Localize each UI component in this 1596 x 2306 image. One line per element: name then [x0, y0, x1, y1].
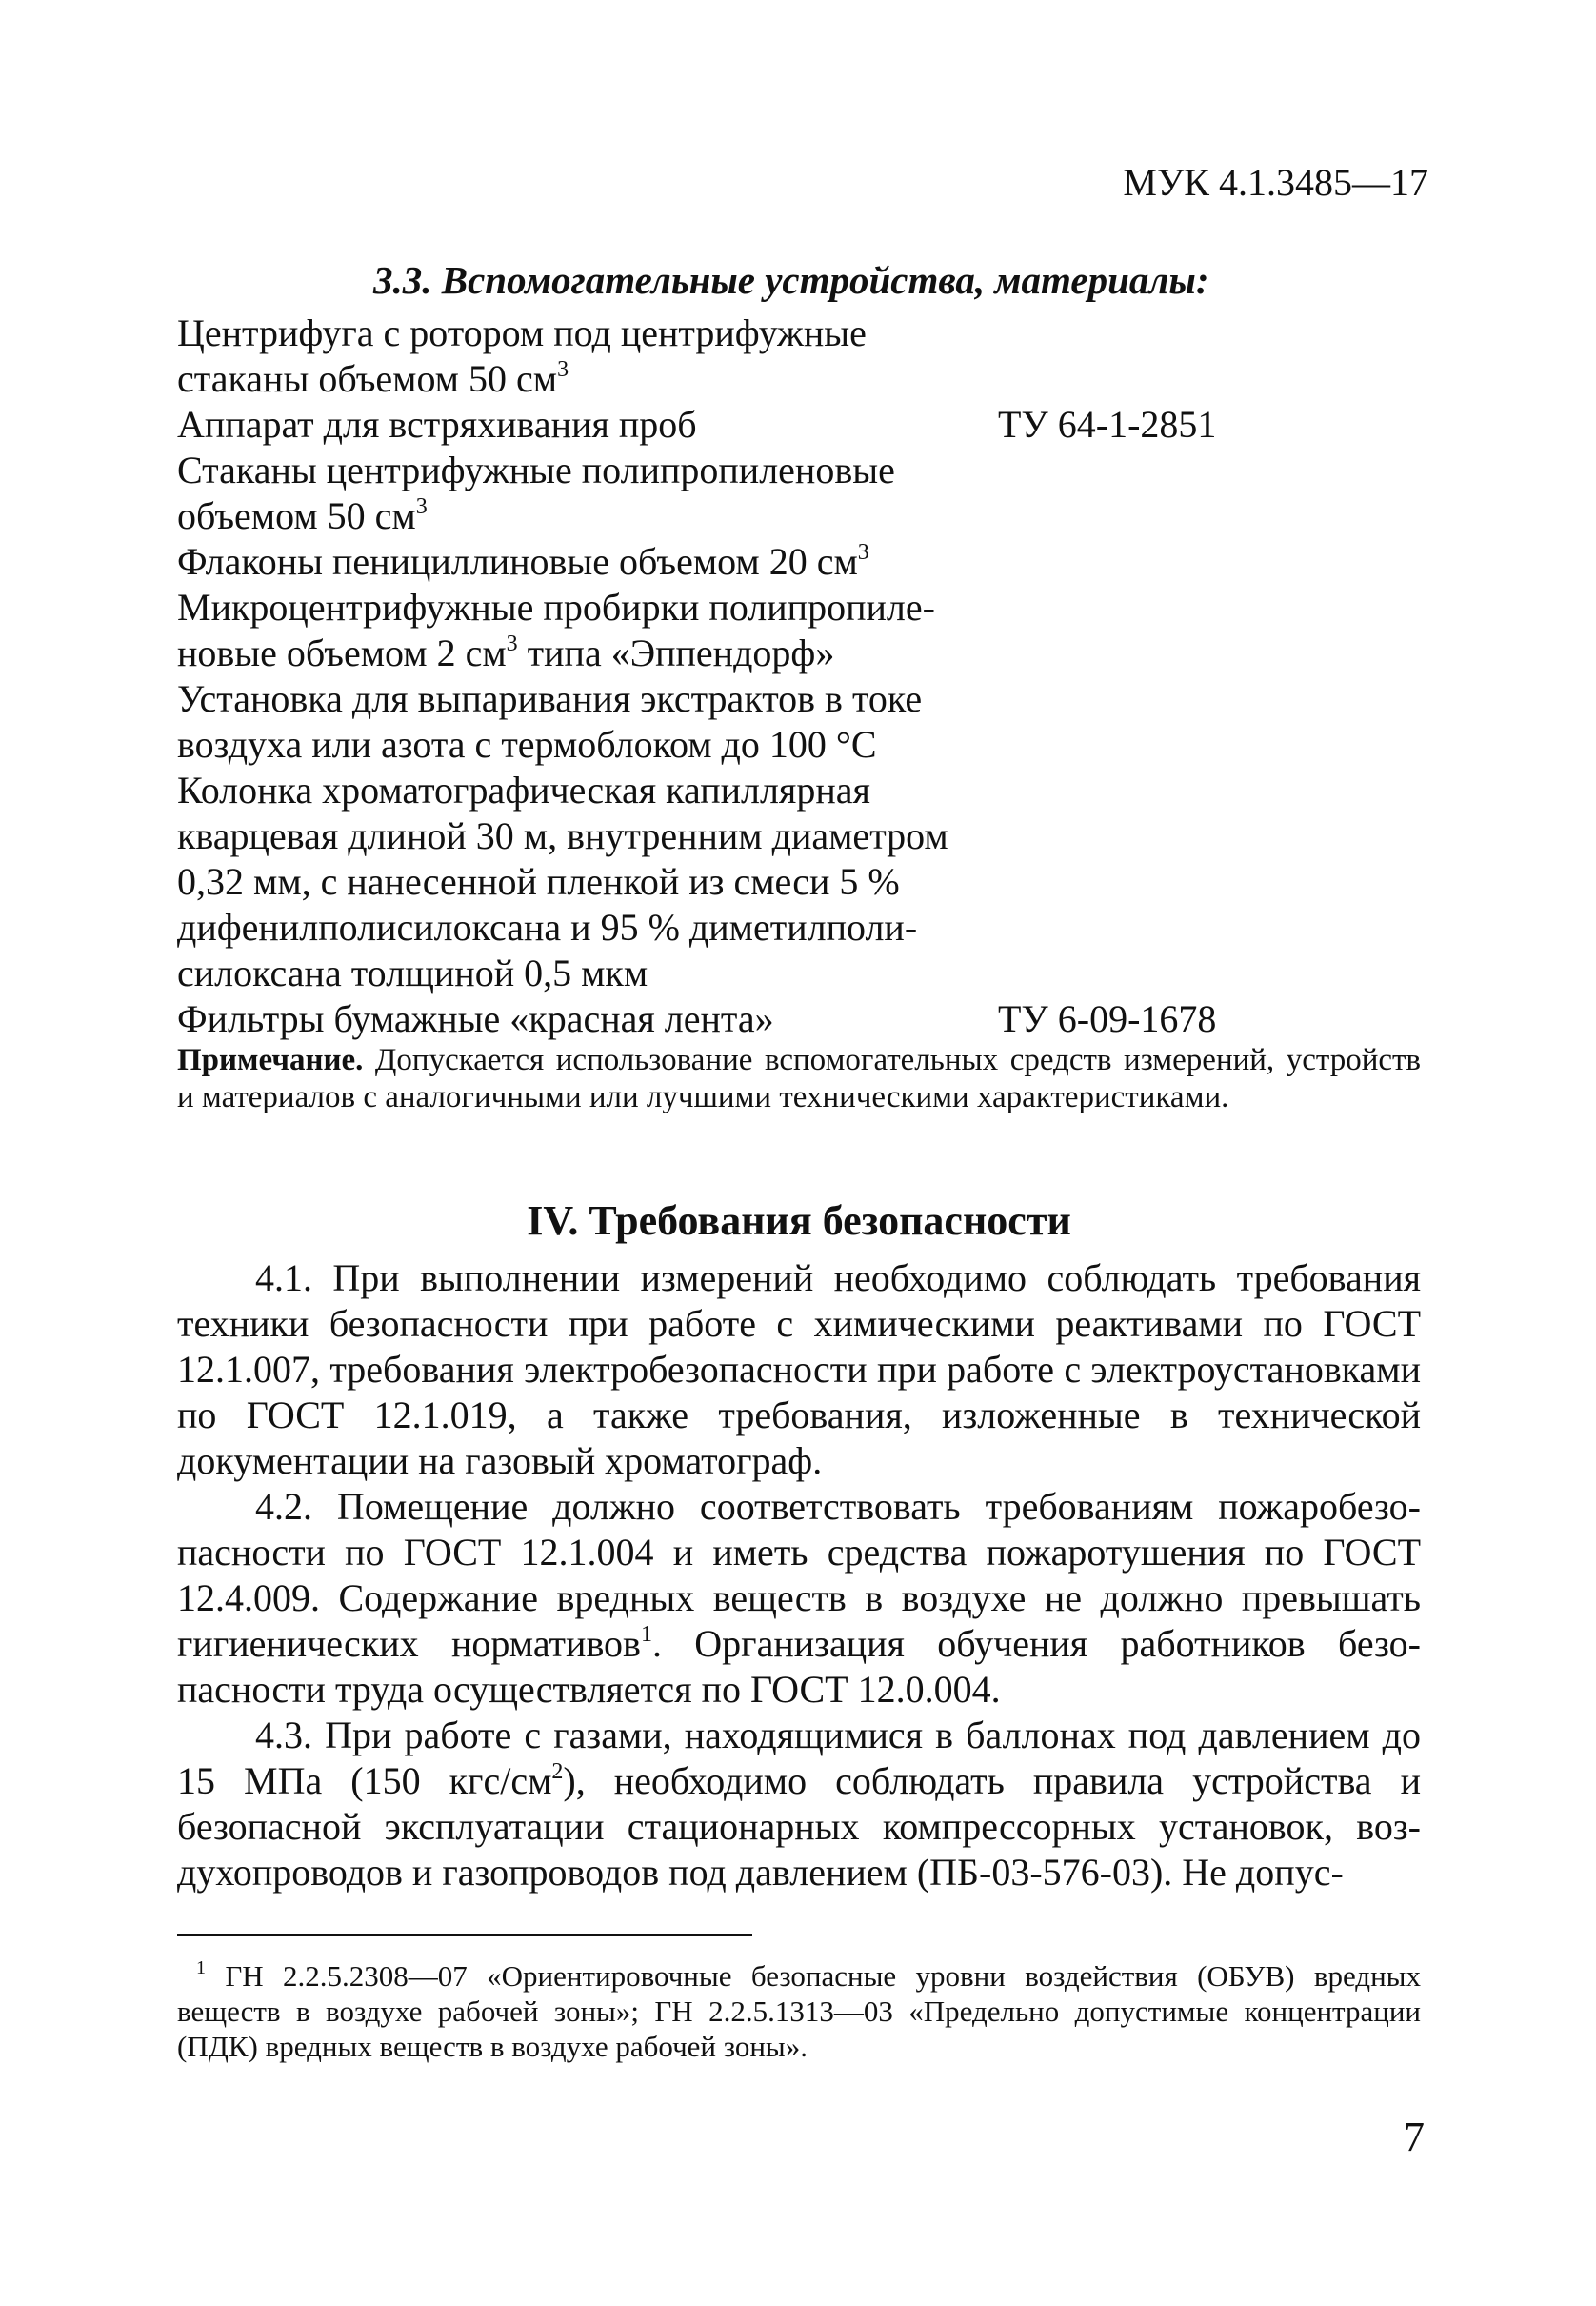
equipment-name-text: Колонка хроматографическая капиллярная кварцевая длиной 30 м, внутренним диаметром 0,32 мм, с нанесенной пленкой из смеси 5 % дифенилполисилоксана и 95 % диметилполисилоксана толщиной 0,5 мкм [177, 769, 948, 994]
equipment-item [177, 539, 1282, 585]
superscript: 3 [857, 539, 869, 565]
section-title: IV. Требования безопасности [527, 1197, 1071, 1244]
page-number: 7 [1404, 2114, 1425, 2160]
equipment-name [177, 676, 996, 768]
footnote-text: ГН 2.2.5.2308—07 «Ориентировочные безопасные уровни воздействия (ОБУВ) вредных веществ в воздухе рабочей зоны»; ГН 2.2.5.1313—03 «Предельно допустимые концентрации (ПДК) вредных веществ в воздухе рабочей зоны». [177, 1959, 1421, 2063]
equipment-name [177, 585, 996, 676]
note-label: Примечание. [177, 1043, 364, 1077]
equipment-name [177, 768, 996, 996]
equipment-name-text: Флаконы пенициллиновые объемом 20 см [177, 540, 858, 583]
superscript: 3 [557, 356, 569, 382]
equipment-name [177, 402, 996, 448]
equipment-name [177, 448, 996, 539]
document-code: МУК 4.1.3485—17 [1123, 161, 1428, 204]
equipment-list [177, 311, 1282, 1042]
footnote-reference: 1 [640, 1621, 652, 1647]
paragraph-4-3 [177, 1713, 1421, 1895]
equipment-item [177, 585, 1282, 676]
paragraph-4-1: 4.1. При выполнении измерений необходимо соблюдать требования техники безопасности при работе с химическими реактивами по ГОСТ 12.1.007, требования электробезопасности при работе с электроустановками по ГОСТ 12.1.019, а также требования, изложенные в технической документации на газовый хроматограф. [177, 1256, 1421, 1482]
paragraph-text-tail: . Организация обучения работников безопасности труда осуществляется по ГОСТ 12.0.004. [177, 1622, 1421, 1711]
superscript: 3 [506, 631, 518, 656]
equipment-name-text: Микроцентрифужные пробирки полипропиленовые объемом 2 см [177, 586, 935, 674]
equipment-item [177, 311, 1282, 402]
paragraph-4-2 [177, 1484, 1421, 1713]
equipment-name-text: Фильтры бумажные «красная лента» [177, 997, 774, 1040]
equipment-item [177, 402, 1282, 448]
equipment-item [177, 448, 1282, 539]
footnote-marker: 1 [196, 1956, 206, 1978]
paragraph-text: 4.2. Помещение должно соответствовать требованиям пожаробезопасности по ГОСТ 12.1.004 и иметь средства пожаротушения по ГОСТ 12.4.009. Содержание вредных веществ в воздухе не должно превышать гигиенических нормативов [177, 1485, 1421, 1665]
paragraph-text-tail: ), необходимо соблюдать правила устройства и безопасной эксплуатации стационарных компрессорных установок, воздухопроводов и газопроводов под давлением (ПБ-03-576-03). Не допус- [177, 1759, 1421, 1894]
note-text: Допускается использование вспомогательных средств измерений, устройств и материалов с аналогичными или лучшими техническими характеристиками. [177, 1043, 1421, 1114]
superscript: 3 [415, 493, 428, 519]
equipment-name-text: Стаканы центрифужные полипропиленовые объемом 50 см [177, 449, 895, 537]
subsection-title: 3.3. Вспомогательные устройства, материалы: [373, 258, 1209, 302]
section-body [177, 1255, 1421, 1895]
equipment-reference: ТУ 64-1-2851 [998, 403, 1217, 446]
equipment-item [177, 996, 1282, 1042]
equipment-item [177, 676, 1282, 768]
equipment-reference: ТУ 6-09-1678 [998, 997, 1217, 1040]
superscript: 2 [551, 1758, 564, 1784]
equipment-item [177, 768, 1282, 996]
note-paragraph [177, 1042, 1421, 1116]
equipment-name-tail: типа «Эппендорф» [517, 632, 835, 674]
paragraph-text: 4.3. При работе с газами, находящимися в баллонах под давлением до 15 МПа (150 кгс/см [177, 1714, 1421, 1802]
equipment-name-text: Центрифуга с ротором под центрифужные стаканы объемом 50 см [177, 311, 867, 400]
equipment-name [177, 996, 996, 1042]
equipment-name-text: Аппарат для встряхивания проб [177, 403, 697, 446]
footnote [177, 1958, 1421, 2064]
equipment-name [177, 311, 996, 402]
equipment-name [177, 539, 996, 585]
equipment-name-text: Установка для выпаривания экстрактов в токе воздуха или азота с термоблоком до 100 °С [177, 677, 923, 766]
footnote-divider [177, 1934, 752, 1936]
